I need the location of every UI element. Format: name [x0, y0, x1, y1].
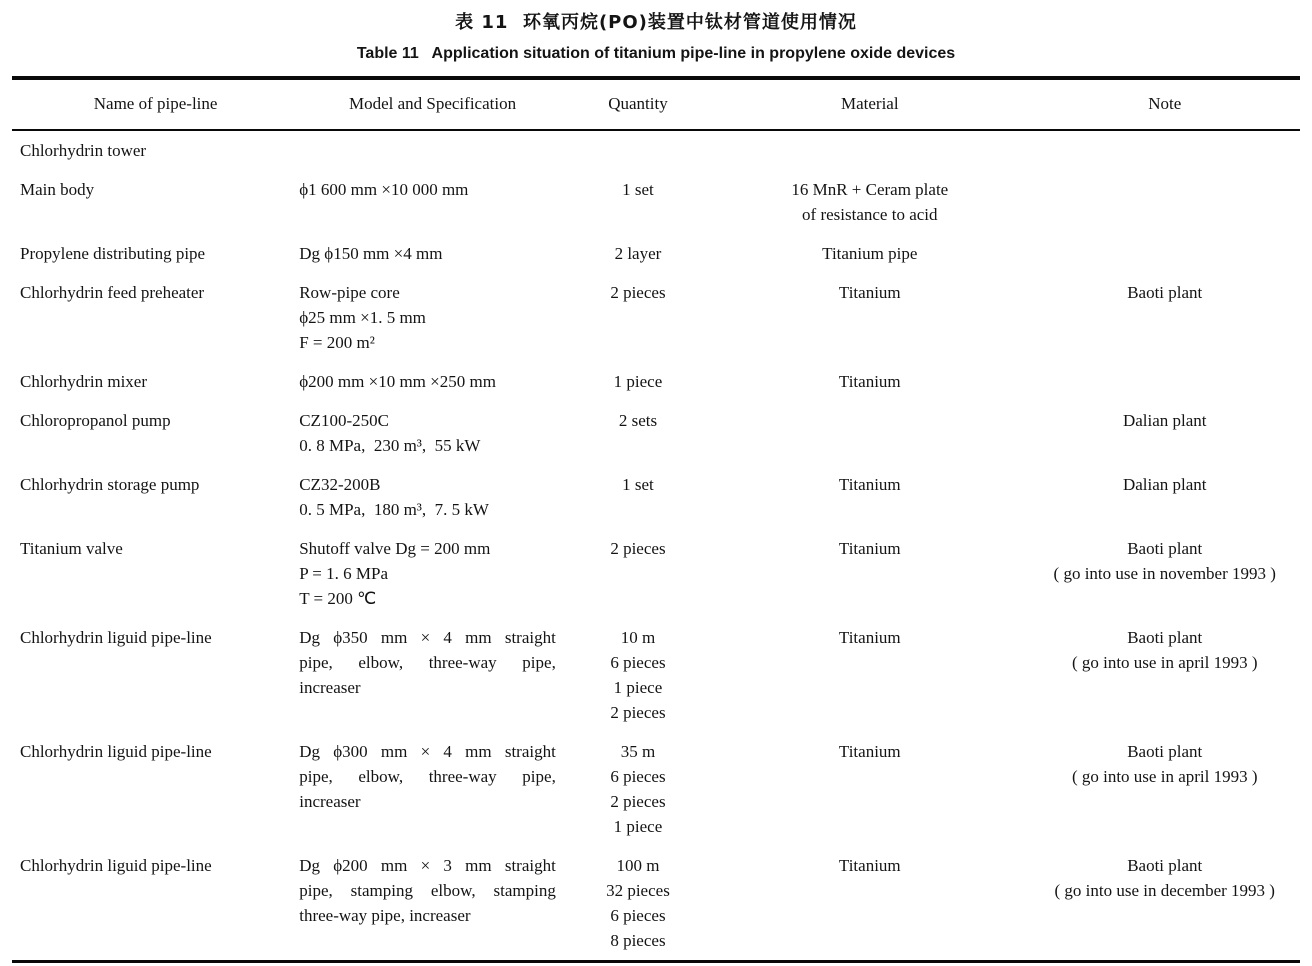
cell-quantity — [566, 472, 710, 522]
cell-material — [710, 408, 1029, 458]
cell-name — [12, 625, 299, 725]
cell-line: Dalian plant — [1122, 411, 1207, 430]
cell-line: Dalian plant — [1122, 475, 1207, 494]
cell-line: 6 pieces — [610, 906, 666, 925]
cell-line: 2 pieces — [610, 539, 666, 558]
cell-name — [12, 408, 299, 458]
cell-line: CZ32-200B — [299, 475, 381, 494]
cell-line: of resistance to acid — [802, 205, 938, 224]
cell-line: 1 piece — [613, 678, 663, 697]
cell-note — [1030, 280, 1300, 355]
cell-line: 10 m — [620, 628, 656, 647]
cell-model — [299, 853, 566, 953]
cell-material — [710, 369, 1029, 394]
cell-quantity — [566, 280, 710, 355]
cell-line: 1 set — [622, 180, 654, 199]
cell-line: Propylene distributing pipe — [20, 244, 206, 263]
cell-line: Baoti plant — [1127, 856, 1203, 875]
cell-note — [1030, 739, 1300, 839]
cell-model — [299, 408, 566, 458]
column-header-note: Note — [1148, 94, 1182, 113]
column-header-material: Material — [840, 94, 899, 113]
cell-model — [299, 536, 566, 611]
cell-quantity — [566, 536, 710, 611]
table-row — [12, 401, 1300, 465]
cell-material — [710, 853, 1029, 953]
cell-material — [710, 739, 1029, 839]
cell-name — [12, 138, 299, 163]
cell-line: Chlorhydrin feed preheater — [20, 283, 205, 302]
cell-name — [12, 472, 299, 522]
cell-note — [1030, 408, 1300, 458]
cell-name — [12, 280, 299, 355]
cell-material — [710, 536, 1029, 611]
cell-note — [1030, 536, 1300, 611]
table-row — [12, 465, 1300, 529]
cell-line: 6 pieces — [610, 767, 666, 786]
cell-line: Baoti plant — [1127, 283, 1203, 302]
cell-model — [299, 280, 566, 355]
cell-note — [1030, 853, 1300, 953]
cell-model — [299, 625, 566, 725]
cell-quantity — [566, 739, 710, 839]
cell-line: Titanium — [838, 475, 901, 494]
table-row — [12, 732, 1300, 846]
cell-model — [299, 241, 566, 266]
cell-line: Chlorhydrin liguid pipe-line — [20, 628, 212, 647]
table-caption-english: Table 11 Application situation of titanium pipe-line in propylene oxide devices — [356, 45, 956, 62]
column-header-model: Model and Specification — [348, 94, 517, 113]
cell-quantity — [566, 369, 710, 394]
table-row — [12, 234, 1300, 273]
table-body — [12, 131, 1300, 960]
cell-line: Chlorhydrin tower — [20, 141, 147, 160]
cell-quantity — [566, 138, 710, 163]
cell-line: Dg ϕ300 mm × 4 mm straight — [299, 742, 556, 761]
cell-material — [710, 625, 1029, 725]
cell-line: 32 pieces — [606, 881, 670, 900]
table-row — [12, 846, 1300, 960]
cell-note — [1030, 369, 1300, 394]
cell-line: Dg ϕ200 mm × 3 mm straight — [299, 856, 556, 875]
cell-line: Titanium — [838, 628, 901, 647]
cell-line: Baoti plant — [1127, 539, 1203, 558]
cell-line: Dg ϕ150 mm ×4 mm — [299, 244, 443, 263]
column-header-quantity: Quantity — [608, 94, 668, 113]
cell-line: pipe, elbow, three-way pipe, — [299, 767, 556, 786]
cell-line: Titanium valve — [20, 539, 123, 558]
cell-quantity — [566, 408, 710, 458]
cell-model — [299, 739, 566, 839]
cell-line: 1 piece — [613, 817, 663, 836]
cell-note — [1030, 138, 1300, 163]
cell-model — [299, 369, 566, 394]
cell-line: 100 m — [616, 856, 660, 875]
cell-line: 2 pieces — [610, 703, 666, 722]
cell-line: Dg ϕ350 mm × 4 mm straight — [299, 628, 556, 647]
cell-line: ( go into use in april 1993 ) — [1071, 653, 1258, 672]
cell-model — [299, 138, 566, 163]
cell-material — [710, 472, 1029, 522]
cell-line: ( go into use in april 1993 ) — [1071, 767, 1258, 786]
cell-line: ( go into use in december 1993 ) — [1054, 881, 1275, 900]
titanium-pipeline-table — [12, 76, 1300, 966]
cell-line: Baoti plant — [1127, 742, 1203, 761]
table-bottom-rule — [12, 960, 1300, 966]
cell-line: 0. 8 MPa, 230 m³, 55 kW — [299, 436, 481, 455]
cell-material — [710, 241, 1029, 266]
table-row — [12, 273, 1300, 362]
cell-name — [12, 853, 299, 953]
cell-quantity — [566, 853, 710, 953]
cell-line: 2 pieces — [610, 792, 666, 811]
cell-line: 2 pieces — [610, 283, 666, 302]
cell-note — [1030, 472, 1300, 522]
table-row — [12, 131, 1300, 170]
cell-quantity — [566, 177, 710, 227]
cell-line: Chlorhydrin liguid pipe-line — [20, 742, 212, 761]
cell-line: Shutoff valve Dg = 200 mm — [299, 539, 491, 558]
cell-line: CZ100-250C — [299, 411, 389, 430]
cell-name — [12, 241, 299, 266]
table-header-row — [12, 80, 1300, 129]
cell-line: Titanium — [838, 856, 901, 875]
table-row — [12, 529, 1300, 618]
cell-line: Titanium — [838, 283, 901, 302]
table-row — [12, 170, 1300, 234]
cell-line: pipe, elbow, three-way pipe, — [299, 653, 556, 672]
cell-quantity — [566, 241, 710, 266]
cell-name — [12, 536, 299, 611]
cell-line: F = 200 m² — [299, 333, 375, 352]
cell-line: Titanium pipe — [822, 244, 918, 263]
cell-note — [1030, 625, 1300, 725]
cell-line: 2 sets — [618, 411, 658, 430]
cell-line: Main body — [20, 180, 95, 199]
cell-line: 2 layer — [614, 244, 662, 263]
cell-line: 35 m — [620, 742, 656, 761]
cell-model — [299, 177, 566, 227]
cell-line: Chlorhydrin mixer — [20, 372, 148, 391]
cell-line: ( go into use in november 1993 ) — [1053, 564, 1276, 583]
cell-line: ϕ200 mm ×10 mm ×250 mm — [299, 372, 496, 391]
cell-line: Row-pipe core — [299, 283, 400, 302]
cell-name — [12, 739, 299, 839]
column-header-name: Name of pipe-line — [93, 94, 218, 113]
cell-line: increaser — [299, 792, 361, 811]
cell-note — [1030, 241, 1300, 266]
cell-material — [710, 280, 1029, 355]
cell-line: 16 MnR + Ceram plate — [791, 180, 949, 199]
cell-material — [710, 138, 1029, 163]
table-row — [12, 362, 1300, 401]
cell-note — [1030, 177, 1300, 227]
cell-line: 0. 5 MPa, 180 m³, 7. 5 kW — [299, 500, 489, 519]
cell-line: increaser — [299, 678, 361, 697]
cell-quantity — [566, 625, 710, 725]
cell-line: three-way pipe, increaser — [299, 906, 471, 925]
cell-line: ϕ25 mm ×1. 5 mm — [299, 308, 426, 327]
cell-line: Chlorhydrin storage pump — [20, 475, 200, 494]
cell-line: Titanium — [838, 372, 901, 391]
cell-material — [710, 177, 1029, 227]
cell-line: 8 pieces — [610, 931, 666, 950]
cell-line: 6 pieces — [610, 653, 666, 672]
cell-line: Titanium — [838, 742, 901, 761]
cell-name — [12, 369, 299, 394]
table-row — [12, 618, 1300, 732]
cell-name — [12, 177, 299, 227]
table-caption-chinese: 表 11 环氧丙烷(PO)装置中钛材管道使用情况 — [455, 12, 857, 33]
cell-line: Baoti plant — [1127, 628, 1203, 647]
cell-line: 1 set — [622, 475, 654, 494]
cell-line: T = 200 ℃ — [299, 589, 377, 608]
cell-line: pipe, stamping elbow, stamping — [299, 881, 556, 900]
cell-model — [299, 472, 566, 522]
cell-line: Chloropropanol pump — [20, 411, 171, 430]
cell-line: Chlorhydrin liguid pipe-line — [20, 856, 212, 875]
cell-line: 1 piece — [613, 372, 663, 391]
cell-line: Titanium — [838, 539, 901, 558]
cell-line: P = 1. 6 MPa — [299, 564, 388, 583]
cell-line: ϕ1 600 mm ×10 000 mm — [299, 180, 469, 199]
